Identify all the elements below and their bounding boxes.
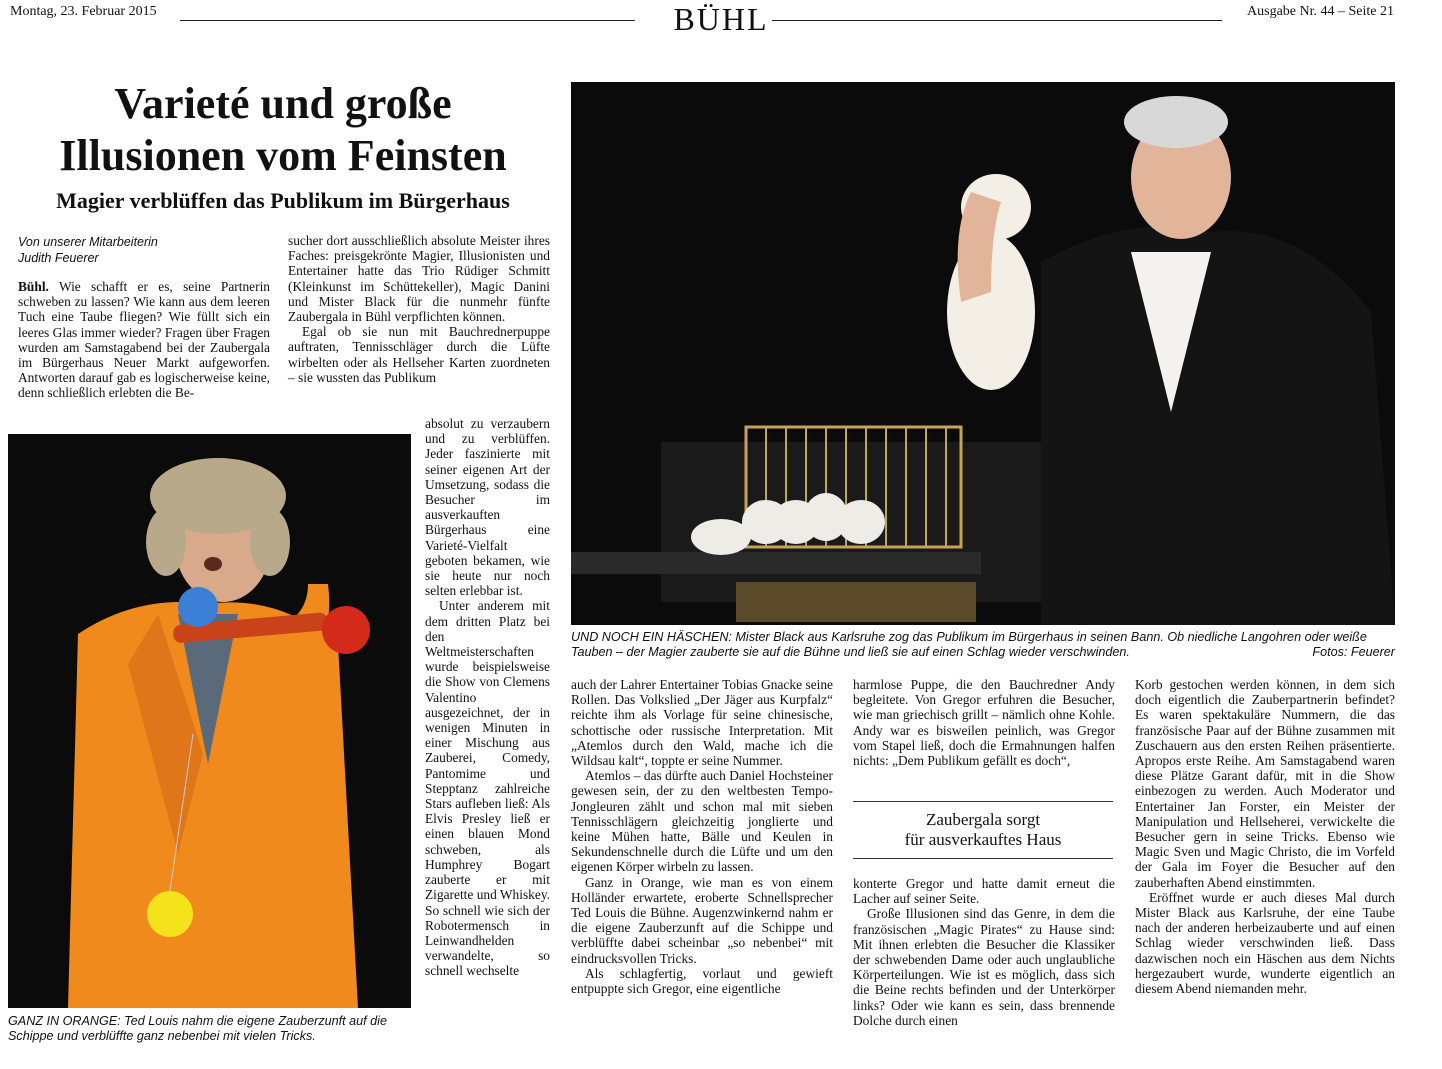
- paragraph: Atemlos – das dürfte auch Daniel Hochsteiner gewesen sein, der zu den weltbesten Tempo-Jongleuren zählt und schon mal mit sieben Tennisschlägern gleichzeitig jonglierte und keine Mühen hatte, Bälle und Keulen in Sekundenschnelle durch die Lüfte und um den eigenen Körper wirbeln zu lassen.: [571, 768, 833, 875]
- paragraph: Eröffnet wurde er auch dieses Mal durch Mister Black aus Karlsruhe, der eine Taube nach der anderen herbeizauberte und auf einen Schlag wieder verschwinden ließ. Dass dazwischen noch ein Häschen aus dem Nichts hergezaubert wurde, wunderte eigentlich an diesem Abend niemanden mehr.: [1135, 889, 1395, 997]
- paragraph: Egal ob sie nun mit Bauchrednerpuppe auftraten, Tennisschläger durch die Lüfte wirbelten oder als Hellseher Karten zuordneten – sie wussten das Publikum: [288, 324, 550, 385]
- headline-line-2: Illusionen vom Feinsten: [59, 131, 507, 180]
- photo-right-caption: [571, 630, 1395, 660]
- byline: [18, 234, 158, 266]
- paragraph: absolut zu verzaubern und zu verblüffen. Jeder faszinierte mit seiner eigenen Art der Umsetzung, sodass die Besucher im ausverkauften Bürgerhaus eine Varieté-Vielfalt geboten bekamen, wie sie heute nur noch selten erlebbar ist.: [425, 416, 550, 599]
- column-4-bottom: [853, 876, 1115, 1028]
- byline-author: Judith Feuerer: [18, 251, 99, 265]
- headline: [8, 78, 558, 182]
- lead-text: Wie schafft er es, seine Partnerin schweben zu lassen? Wie kann aus dem leeren Tuch eine Taube fliegen? Wie füllt sich ein leeres Glas immer wieder? Fragen über Fragen wurden am Samstagabend bei der Zaubergala im Bürgerhaus Neuer Markt aufgeworfen. Antworten darauf gab es logischerweise keine, denn schließlich erlebten die Be-: [18, 279, 270, 401]
- header-rule-right: [772, 20, 1222, 21]
- column-1: [18, 279, 270, 401]
- paragraph: Unter anderem mit dem dritten Platz bei den Weltmeisterschaften wurde beispielsweise die Show von Clemens Valentino ausgezeichnet, der in wenigen Minuten in einer Mischung aus Zauberei, Comedy, Pantomime und Stepptanz zahlreiche Stars aufleben ließ: Als Elvis Presley ließ er einen blauen Mond schweben, als Humphrey Bogart zauberte er mit Zigarette und Whiskey. So schnell wie sich der Robotermensch in Leinwandhelden verwandelte, so schnell wechselte: [425, 598, 550, 979]
- paragraph: auch der Lahrer Entertainer Tobias Gnacke seine Rollen. Das Volkslied „Der Jäger aus Kurpfalz“ reichte ihm als Vorlage für seine chinesische, schottische oder russische Interpretation. Mit „Atemlos durch den Wald, mache ich die Wildsau kalt“, toppte er seine Nummer.: [571, 677, 833, 769]
- column-4-top: [853, 677, 1115, 768]
- photo-left-caption: [8, 1014, 413, 1044]
- headline-line-1: Varieté und große: [114, 79, 452, 128]
- paragraph: harmlose Puppe, die den Bauchredner Andy begleitete. Von Gregor erfuhren die Besucher, wie man griechisch grillt – nämlich ohne Kohle. Andy war es bisweilen peinlich, was Gregor vom Stapel ließ, doch die Ermahnungen halfen nichts: „Dem Publikum gefällt es doch“,: [853, 677, 1115, 769]
- photo-mister-black: [571, 82, 1395, 625]
- section-title: BÜHL: [673, 1, 769, 37]
- paragraph: sucher dort ausschließlich absolute Meister ihres Faches: preisgekrönte Magier, Illusionisten und Entertainer hatte das Trio Rüdiger Schmitt (Kleinkunst im Schüttekeller), Magic Danini und Mister Black für die nunmehr fünfte Zaubergala in Bühl verpflichten können.: [288, 233, 550, 325]
- paragraph: Ganz in Orange, wie man es von einem Holländer erwartete, eroberte Schnellsprecher Ted Louis die Bühne. Augenzwinkernd nahm er die eigene Zauberzunft auf die Schippe und verblüffte dabei scheinbar „so nebenbei“ mit eindrucksvollen Tricks.: [571, 874, 833, 966]
- column-5: [1135, 677, 1395, 996]
- caption-text: Mister Black aus Karlsruhe zog das Publikum im Bürgerhaus in seinen Bann. Ob niedliche Langohren oder weiße Tauben – der Magier zauberte sie auf die Bühne und ließ sie auf einen Schlag wieder verschwinden.: [571, 630, 1367, 659]
- infobox-subheading: [853, 801, 1113, 859]
- lead-paragraph: [18, 279, 270, 401]
- paragraph: Große Illusionen sind das Genre, in dem die französischen „Magic Pirates“ zu Hause sind: Mit ihnen erlebten die Besucher die Klassiker der schwebenden Dame oder auch unglaubliche Körperteilungen. Wie ist es möglich, dass sich die Beine rechts befinden und der Unterkörper links? Oder wie kann es sein, dass brennende Dolche durch einen: [853, 906, 1115, 1028]
- column-2-narrow: [425, 416, 550, 979]
- infobox-line-2: für ausverkauftes Haus: [904, 830, 1062, 849]
- paragraph: Als schlagfertig, vorlaut und gewieft entpuppte sich Gregor, eine eigentliche: [571, 965, 833, 997]
- paragraph: Korb gestochen werden können, in dem sich doch eigentlich die Zauberpartnerin befindet? Es waren spektakuläre Nummern, die das französische Paar auf der Bühne zusammen mit Zuschauern aus den ersten Reihen präsentierte. Apropos erste Reihe. Am Samstagabend waren diese Plätze Garant dafür, mit in die Show einbezogen zu werden. Auch Moderator und Entertainer Jan Forster, ein Meister der Manipulation und Hellseherei, verwickelte die Besucher gern in seine Tricks. Ebenso wie Magic Sven und Magic Christo, die im Vorfeld der Gala im Foyer die Besucher auf den zauberhaften Abend einstimmten.: [1135, 677, 1395, 890]
- photo-credit: Fotos: Feuerer: [1312, 645, 1395, 659]
- column-3: [571, 677, 833, 996]
- column-2-top: [288, 233, 550, 385]
- issue-date: Montag, 23. Februar 2015: [10, 4, 157, 19]
- magician-orange-illustration: [8, 434, 411, 1008]
- issue-page: Ausgabe Nr. 44 – Seite 21: [1247, 4, 1394, 19]
- dateline: Bühl.: [18, 279, 49, 294]
- photo-ted-louis: [8, 434, 411, 1008]
- magician-rabbit-illustration: [571, 82, 1395, 625]
- subheadline: Magier verblüffen das Publikum im Bürgerhaus: [56, 188, 510, 213]
- byline-role: Von unserer Mitarbeiterin: [18, 235, 158, 249]
- caption-text: Ted Louis nahm die eigene Zauberzunft auf die Schippe und verblüffte ganz nebenbei mit vielen Tricks.: [8, 1014, 387, 1043]
- caption-lead: UND NOCH EIN HÄSCHEN:: [571, 630, 732, 644]
- caption-lead: GANZ IN ORANGE:: [8, 1014, 121, 1028]
- paragraph: konterte Gregor und hatte damit erneut die Lacher auf seiner Seite.: [853, 876, 1115, 907]
- infobox-line-1: Zaubergala sorgt: [925, 810, 1041, 829]
